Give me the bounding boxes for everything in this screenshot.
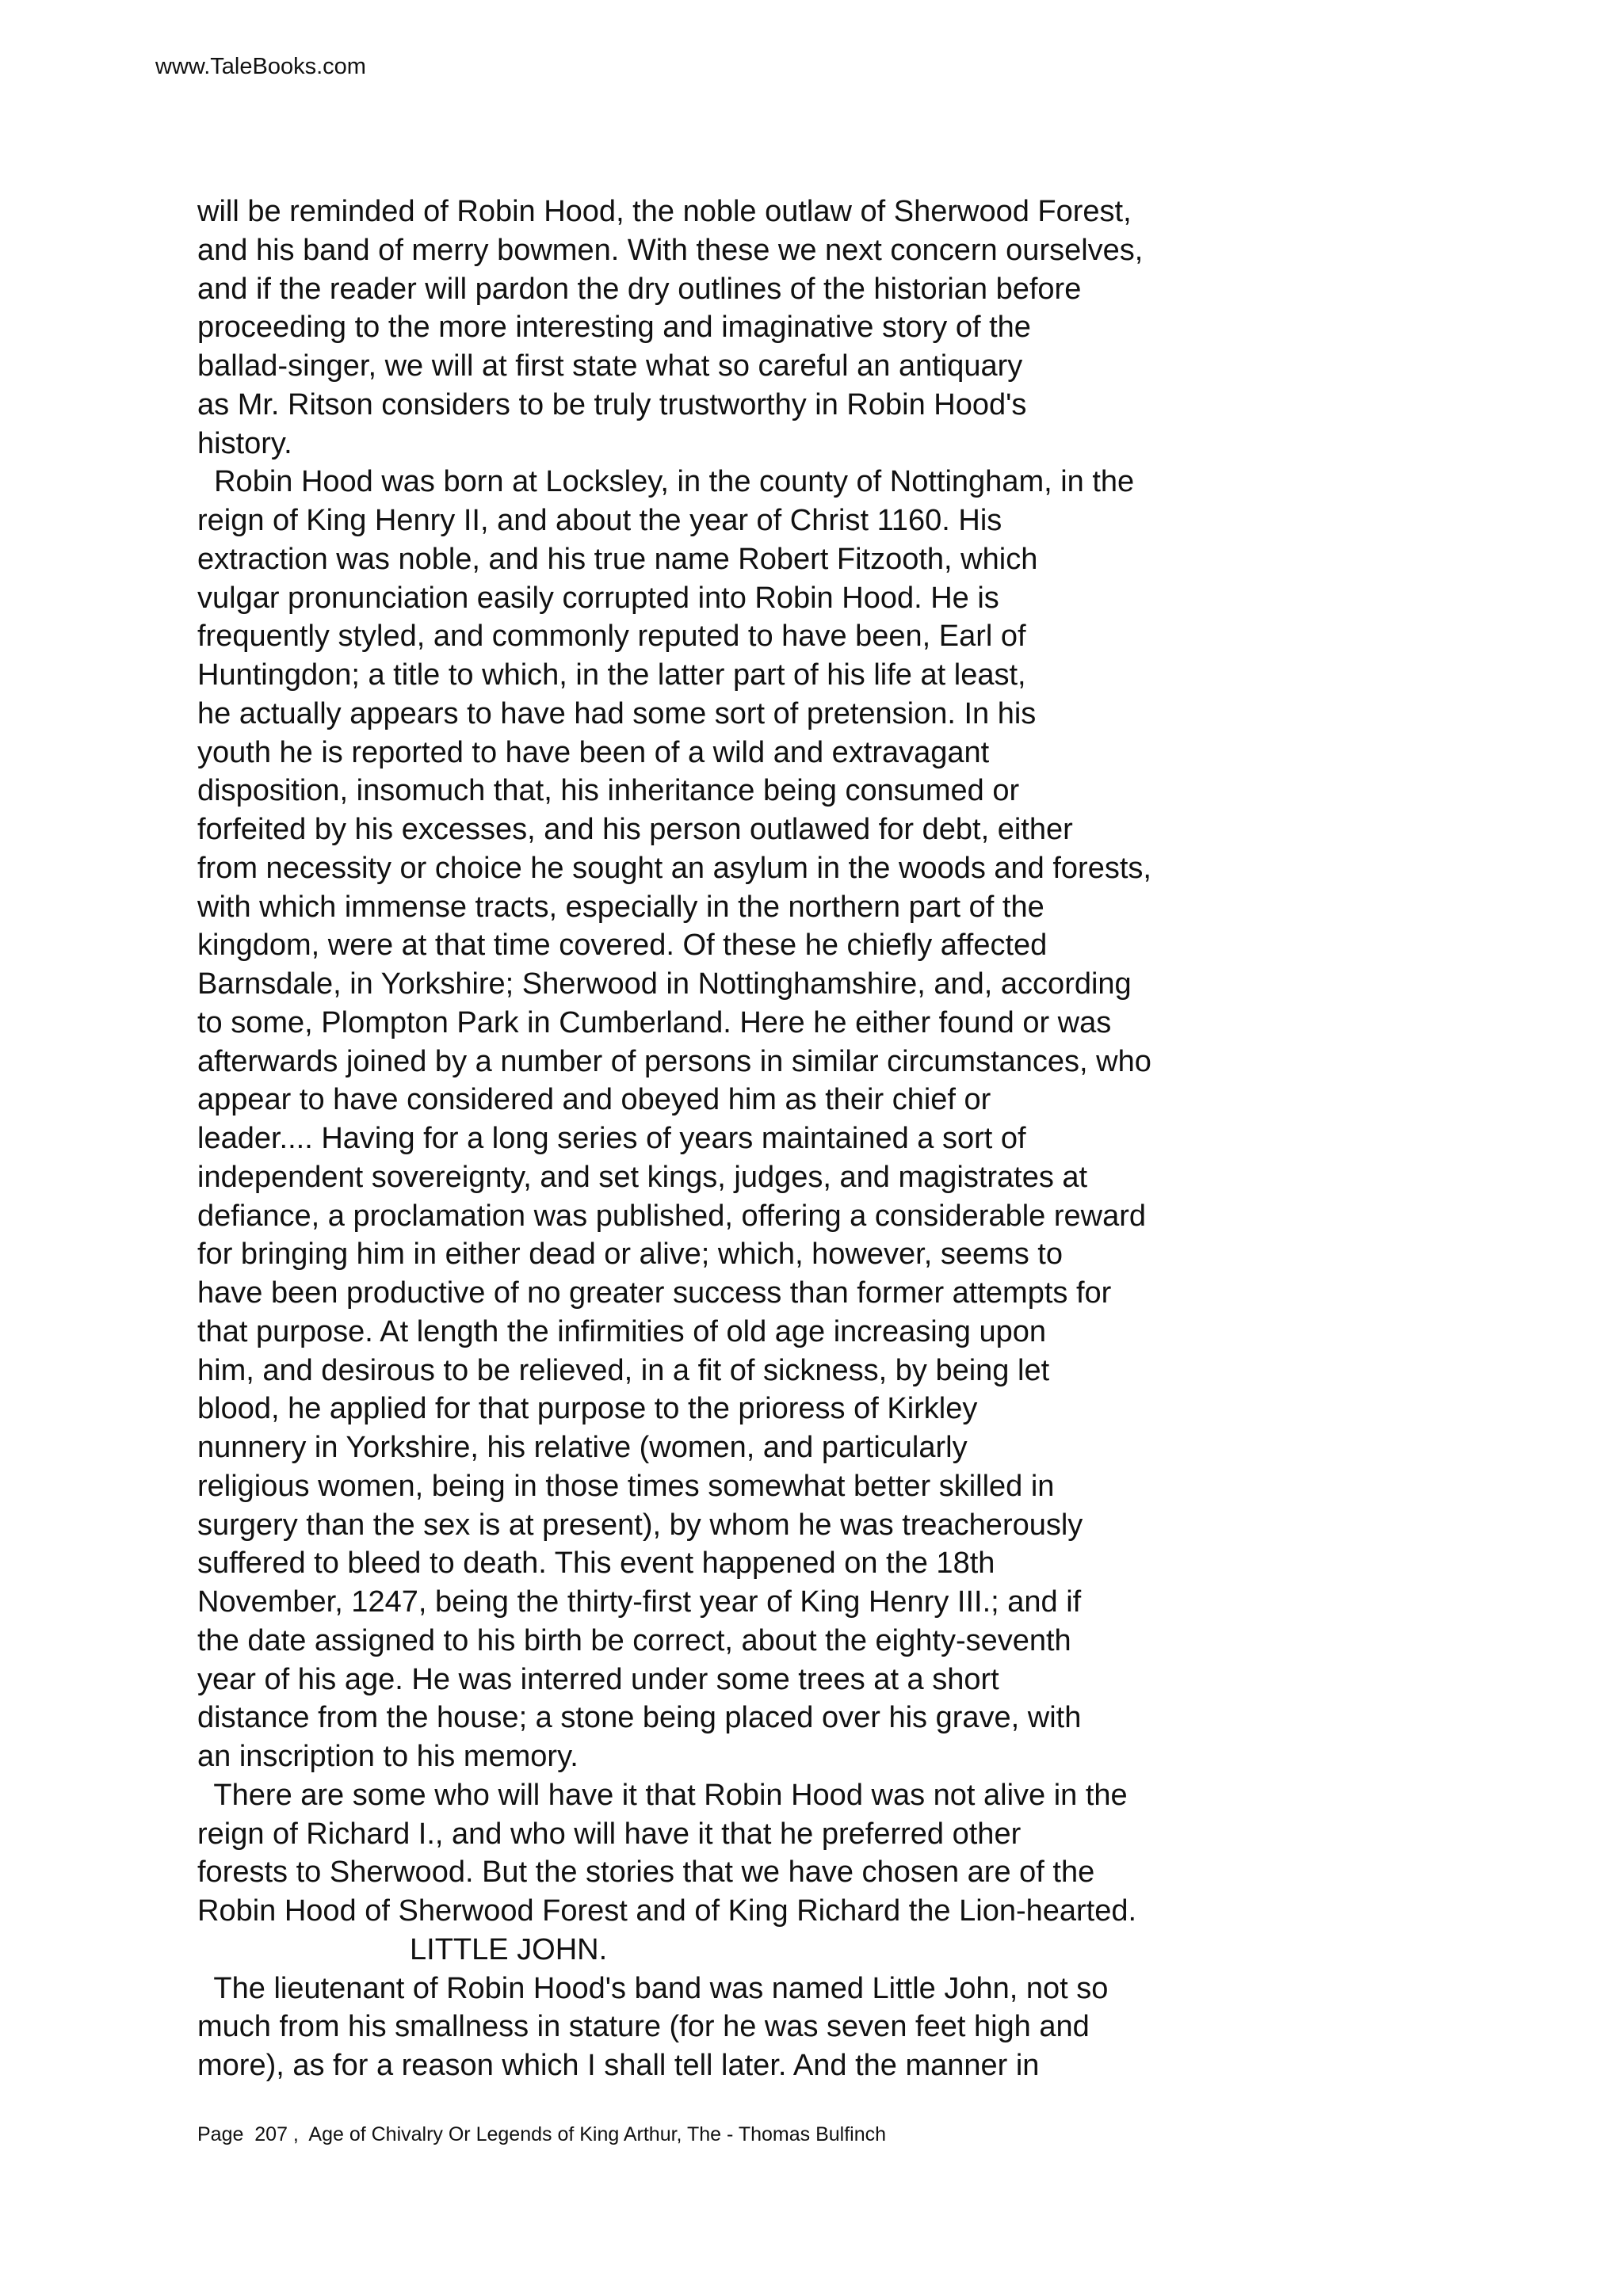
text-line: the date assigned to his birth be correct, about the eighty-seventh — [197, 1623, 1071, 1657]
text-line: history. — [197, 426, 292, 460]
text-line: Robin Hood was born at Locksley, in the county of Nottingham, in the — [197, 465, 1135, 499]
text-line: an inscription to his memory. — [197, 1740, 579, 1773]
text-line: suffered to bleed to death. This event happened on the 18th — [197, 1547, 995, 1581]
text-line: There are some who will have it that Robin Hood was not alive in the — [197, 1778, 1128, 1812]
text-line: youth he is reported to have been of a wild and extravagant — [197, 735, 990, 769]
text-line: year of his age. He was interred under some trees at a short — [197, 1662, 999, 1696]
text-line: that purpose. At length the infirmities of old age increasing upon — [197, 1314, 1047, 1348]
text-line: he actually appears to have had some sort of pretension. In his — [197, 696, 1037, 730]
text-line: him, and desirous to be relieved, in a fit of sickness, by being let — [197, 1353, 1050, 1387]
text-line: forests to Sherwood. But the stories that we have chosen are of the — [197, 1855, 1095, 1890]
text-line: November, 1247, being the thirty-first year of King Henry III.; and if — [197, 1585, 1082, 1619]
text-line: forfeited by his excesses, and his person outlawed for debt, either — [197, 813, 1073, 846]
text-line: vulgar pronunciation easily corrupted into Robin Hood. He is — [197, 581, 999, 615]
text-line: as Mr. Ritson considers to be truly trustworthy in Robin Hood's — [197, 387, 1027, 421]
text-line: have been productive of no greater success than former attempts for — [197, 1276, 1112, 1310]
text-line: proceeding to the more interesting and imaginative story of the — [197, 311, 1031, 345]
text-line: Huntingdon; a title to which, in the latter part of his life at least, — [197, 658, 1026, 692]
text-line: distance from the house; a stone being placed over his grave, with — [197, 1701, 1082, 1735]
text-line: extraction was noble, and his true name Robert Fitzooth, which — [197, 542, 1038, 576]
text-line: for bringing him in either dead or alive; which, however, seems to — [197, 1238, 1063, 1272]
text-line: reign of Richard I., and who will have it that he preferred other — [197, 1817, 1022, 1851]
text-line: religious women, being in those times somewhat better skilled in — [197, 1469, 1055, 1503]
text-line: The lieutenant of Robin Hood's band was named Little John, not so — [197, 1971, 1109, 2005]
text-line: kingdom, were at that time covered. Of these he chiefly affected — [197, 929, 1048, 963]
text-line: with which immense tracts, especially in the northern part of the — [197, 890, 1044, 924]
text-line: and if the reader will pardon the dry outlines of the historian before — [197, 272, 1082, 306]
text-line: Barnsdale, in Yorkshire; Sherwood in Nottinghamshire, and, according — [197, 967, 1132, 1001]
text-line: leader.... Having for a long series of years maintained a sort of — [197, 1122, 1026, 1155]
text-line: independent sovereignty, and set kings, judges, and magistrates at — [197, 1160, 1088, 1194]
text-line: appear to have considered and obeyed him as their chief or — [197, 1083, 991, 1117]
text-line: nunnery in Yorkshire, his relative (women, and particularly — [197, 1431, 968, 1464]
page-footer: Page 207 , Age of Chivalry Or Legends of King Arthur, The - Thomas Bulfinch — [197, 2123, 887, 2145]
text-line: reign of King Henry II, and about the year of Christ 1160. His — [197, 504, 1002, 537]
text-line: ballad-singer, we will at first state what so careful an antiquary — [197, 349, 1023, 383]
text-line: to some, Plompton Park in Cumberland. Here he either found or was — [197, 1005, 1112, 1039]
text-line: surgery than the sex is at present), by whom he was treacherously — [197, 1508, 1083, 1542]
text-line: defiance, a proclamation was published, offering a considerable reward — [197, 1199, 1147, 1233]
text-line: much from his smallness in stature (for he was seven feet high and — [197, 2010, 1090, 2044]
text-line: and his band of merry bowmen. With these we next concern ourselves, — [197, 233, 1144, 267]
site-url: www.TaleBooks.com — [155, 54, 366, 79]
text-line: afterwards joined by a number of persons in similar circumstances, who — [197, 1044, 1151, 1078]
text-line: more), as for a reason which I shall tell later. And the manner in — [197, 2049, 1040, 2082]
text-line: from necessity or choice he sought an asylum in the woods and forests, — [197, 851, 1151, 885]
text-line: Robin Hood of Sherwood Forest and of King Richard the Lion-hearted. — [197, 1894, 1137, 1928]
body-text — [197, 193, 1545, 2085]
text-line: disposition, insomuch that, his inheritance being consumed or — [197, 774, 1020, 808]
text-line: frequently styled, and commonly reputed to have been, Earl of — [197, 620, 1026, 654]
text-line: will be reminded of Robin Hood, the noble outlaw of Sherwood Forest, — [197, 195, 1132, 228]
text-line: blood, he applied for that purpose to the prioress of Kirkley — [197, 1392, 978, 1426]
section-heading: LITTLE JOHN. — [410, 1932, 608, 1966]
